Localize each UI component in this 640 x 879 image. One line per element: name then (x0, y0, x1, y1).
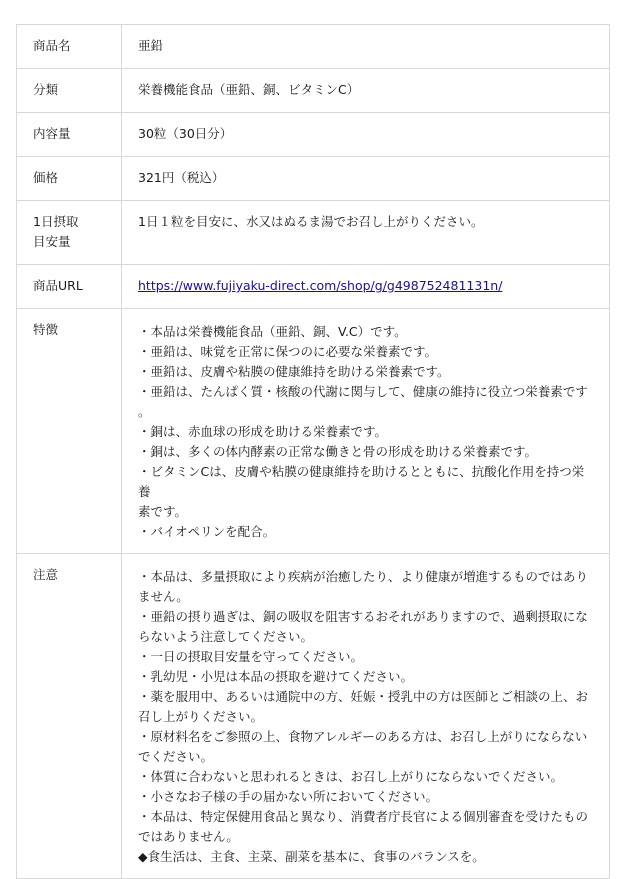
note-line: でください。 (138, 749, 214, 764)
feature-line: 素です。 (138, 504, 188, 519)
note-line: ・体質に合わないと思われるときは、お召し上がりにならないでください。 (138, 769, 564, 784)
feature-line: ・亜鉛は、皮膚や粘膜の健康維持を助ける栄養素です。 (138, 364, 450, 379)
price-value: 321円（税込） (122, 157, 610, 201)
row-product-name (17, 25, 610, 69)
content-amount-value: 30粒（30日分） (122, 113, 610, 157)
features-value (122, 309, 610, 554)
row-content-amount (17, 113, 610, 157)
daily-dosage-label (17, 201, 122, 265)
note-line: 召し上がりください。 (138, 709, 264, 724)
feature-line: ・本品は栄養機能食品（亜鉛、銅、V.C）です。 (138, 324, 407, 339)
note-line: ・本品は、特定保健用食品と異なり、消費者庁長官による個別審査を受けたもの (138, 809, 589, 824)
note-line: ・薬を服用中、あるいは通院中の方、妊娠・授乳中の方は医師とご相談の上、お (138, 689, 589, 704)
content-amount-label: 内容量 (17, 113, 122, 157)
product-url-cell (122, 265, 610, 309)
row-product-url (17, 265, 610, 309)
feature-line: ・ビタミンCは、皮膚や粘膜の健康維持を助けるとともに、抗酸化作用を持つ栄養 (138, 464, 585, 499)
note-line: ではありません。 (138, 829, 239, 844)
row-daily-dosage (17, 201, 610, 265)
product-url-link[interactable]: https://www.fujiyaku-direct.com/shop/g/g498752481131n/ (138, 278, 503, 293)
note-line: ・小さなお子様の手の届かない所においてください。 (138, 789, 439, 804)
row-category (17, 69, 610, 113)
notes-label: 注意 (17, 554, 122, 879)
feature-line: ・バイオペリンを配合。 (138, 524, 276, 539)
daily-dosage-label-line-2: 目安量 (33, 234, 71, 249)
category-label: 分類 (17, 69, 122, 113)
category-value: 栄養機能食品（亜鉛、銅、ビタミンC） (122, 69, 610, 113)
note-line: ・原材料名をご参照の上、食物アレルギーのある方は、お召し上がりにならない (138, 729, 588, 744)
notes-value (122, 554, 610, 879)
row-price (17, 157, 610, 201)
row-notes (17, 554, 610, 879)
note-line: らないよう注意してください。 (138, 629, 314, 644)
feature-line: ・銅は、赤血球の形成を助ける栄養素です。 (138, 424, 388, 439)
product-name-label: 商品名 (17, 25, 122, 69)
feature-line: ・亜鉛は、たんぱく質・核酸の代謝に関与して、健康の維持に役立つ栄養素です (138, 384, 588, 399)
note-line: ◆食生活は、主食、主菜、副菜を基本に、食事のバランスを。 (138, 849, 485, 864)
note-line: ・一日の摂取目安量を守ってください。 (138, 649, 364, 664)
feature-line: ・亜鉛は、味覚を正常に保つのに必要な栄養素です。 (138, 344, 438, 359)
product-spec-table (16, 24, 610, 879)
price-label: 価格 (17, 157, 122, 201)
features-list (138, 320, 593, 542)
features-label: 特徴 (17, 309, 122, 554)
daily-dosage-label-line-1: 1日摂取 (33, 214, 79, 229)
product-name-value: 亜鉛 (122, 25, 610, 69)
note-line: ・亜鉛の摂り過ぎは、銅の吸収を阻害するおそれがありますので、過剰摂取にな (138, 609, 588, 624)
note-line: ません。 (138, 589, 189, 604)
note-line: ・本品は、多量摂取により疾病が治癒したり、より健康が増進するものではあり (138, 569, 589, 584)
row-features (17, 309, 610, 554)
daily-dosage-value: 1日１粒を目安に、水又はぬるま湯でお召し上がりください。 (122, 201, 610, 265)
notes-list (138, 565, 593, 867)
feature-line: 。 (138, 404, 151, 419)
product-url-label: 商品URL (17, 265, 122, 309)
feature-line: ・銅は、多くの体内酵素の正常な働きと骨の形成を助ける栄養素です。 (138, 444, 538, 459)
note-line: ・乳幼児・小児は本品の摂取を避けてください。 (138, 669, 414, 684)
